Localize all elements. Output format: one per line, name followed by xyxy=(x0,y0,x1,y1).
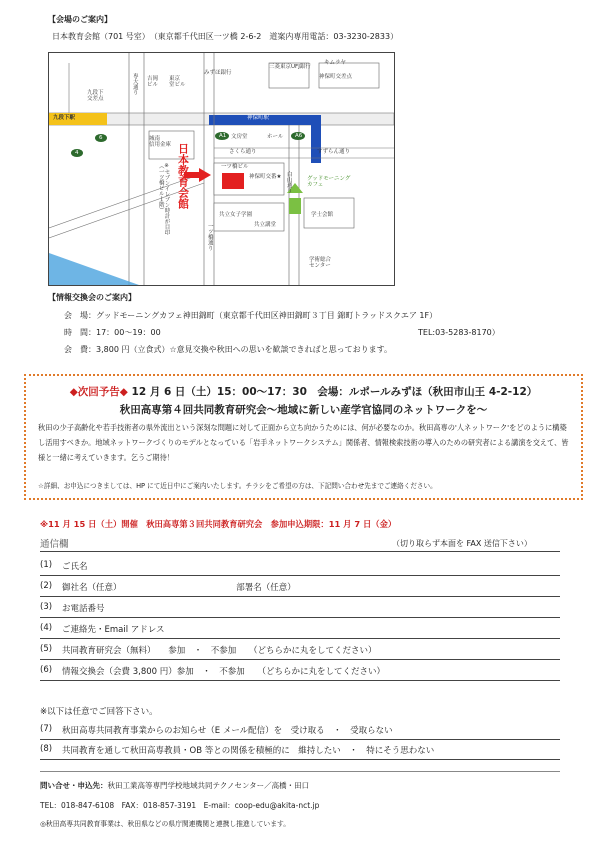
form-row-label: 共同教育研究会（無料） 参加 ・ 不参加 （どちらかに丸をしてください） xyxy=(62,646,377,656)
map-label-cafe: グッドモーニング カフェ xyxy=(307,176,351,188)
venue-map xyxy=(48,52,395,286)
map-label-mufg: 三菱東京UFJ銀行 xyxy=(269,64,311,70)
venue-heading: 【会場のご案内】 xyxy=(48,15,112,24)
map-label-bunkyo-dori: 専大通り xyxy=(131,73,138,95)
map-label-sakura-dori: さくら通り xyxy=(229,149,257,155)
form-row-label: ご氏名 xyxy=(62,562,88,572)
notice-prefix: ◆次回予告◆ xyxy=(69,386,128,398)
optional-row-label: 秋田高専共同教育事業からのお知らせ（E メール配信）を 受け取る ・ 受取らない xyxy=(62,726,393,736)
map-label-hitotsubashi-dori: 一ツ橋通り xyxy=(206,223,213,251)
exchange-time-label: 時 間： xyxy=(64,328,96,337)
map-label-kudanshita-station: 九段下駅 xyxy=(53,115,76,121)
form-top-rule xyxy=(40,551,560,552)
map-label-jinbocho-crossing: 神保町交差点 xyxy=(319,74,353,80)
form-row-label: ご連絡先・Email アドレス xyxy=(62,625,165,635)
contact-rule xyxy=(40,771,560,772)
map-label-jinbocho-station: 神保町駅 xyxy=(247,115,270,121)
exchange-heading: 【情報交換会のご案内】 xyxy=(48,293,136,302)
form-heading: ※11 月 15 日（土）開催 秋田高専第３回共同教育研究会 参加申込期限：11 月 7 日（金） xyxy=(40,519,397,529)
optional-row-number: (7) xyxy=(40,724,53,734)
form-row[interactable] xyxy=(40,665,560,681)
map-label-mizuho: みずほ銀行 xyxy=(204,70,232,76)
map-label-kimuraya: キムラヤ xyxy=(324,60,346,66)
map-label-hakusan-dori: 白山通り xyxy=(285,171,292,193)
map-label-a1: A1 xyxy=(219,133,227,139)
form-row[interactable] xyxy=(40,581,560,597)
form-row-label: お電話番号 xyxy=(62,604,105,614)
map-label-hall: ホール xyxy=(267,134,284,140)
notice-date: 12 月 6 日（土）15：00～17：30 会場：ルポールみずほ（秋田市山王 4-2-12） xyxy=(131,386,538,398)
contact-note: ◎秋田高専共同教育事業は、秋田県などの県庁関連機関と連携し推進しています。 xyxy=(40,820,291,828)
form-row[interactable] xyxy=(40,623,560,639)
form-row-label: 御社名（任意） 部署名（任意） xyxy=(62,583,296,593)
form-row-number: (1) xyxy=(40,560,53,570)
form-row-number: (3) xyxy=(40,602,53,612)
map-label-no4: 4 xyxy=(75,150,79,156)
optional-row-label: 共同教育を通して秋田高専教員・OB 等との関係を積極的に 維持したい ・ 特にそう思わない xyxy=(62,746,435,756)
map-label-yoshioka: 吉岡 ビル xyxy=(147,76,159,88)
map-label-venue: 日本教育会館 xyxy=(176,143,190,209)
form-row[interactable] xyxy=(40,602,560,618)
map-label-bunpodo: 文房堂 xyxy=(231,134,248,140)
exchange-fee xyxy=(64,344,392,355)
notice-date-line xyxy=(26,384,581,399)
exchange-fee-value: 3,800 円（立食式）☆意見交換や秋田への思いを歓談できればと思っております。 xyxy=(96,345,392,354)
optional-note: ※以下は任意でご回答下さい。 xyxy=(40,707,158,717)
optional-row-number: (8) xyxy=(40,744,53,754)
optional-row[interactable] xyxy=(40,744,560,760)
map-label-hitotsubashi-bldg: 一ツ橋ビル xyxy=(221,164,249,170)
form-row[interactable] xyxy=(40,560,560,576)
exchange-place xyxy=(64,310,437,321)
form-row[interactable] xyxy=(40,644,560,660)
map-label-academic-center: 学術総合 センター xyxy=(309,257,332,269)
notice-body: 秋田の少子高齢化や若手技術者の県外流出という深刻な問題に対して正面から立ち向かうためには、何が必要なのか。秋田高専の'人ネットワーク'をどのように構築し活用すべきか。地域ネットワークづくりのモデルとなっている「岩手ネットワークシステム」関係者、情報検索技術の導入のための研究者による講演を交えて、皆様と一緒に考えていきます。乞うご期待！ xyxy=(38,423,569,462)
map-label-kudanshita-crossing: 九段下 交差点 xyxy=(87,90,104,102)
contact-line xyxy=(40,780,309,791)
map-label-kyoritsu-girls: 共立女子学園 xyxy=(219,212,253,218)
map-label-tokyo-building: 東京 堂ビル xyxy=(169,76,186,88)
map-label-jinbocho-koban: 神保町交番★ xyxy=(249,174,282,180)
form-tsushin: 通信欄 xyxy=(40,539,69,550)
form-row-number: (5) xyxy=(40,644,53,654)
exchange-place-label: 会 場： xyxy=(64,311,96,320)
venue-line: 日本教育会館（701 号室） （東京都千代田区一ツ橋 2-6-2 道案内専用電話：03-3230-2833） xyxy=(52,32,399,41)
optional-row[interactable] xyxy=(40,724,560,740)
form-fax-note: （切り取らず本面を FAX 送信下さい） xyxy=(392,539,532,548)
map-label-no6: 6 xyxy=(99,135,103,141)
notice-title: 秋田高専第４回共同教育研究会～地域に新しい産学官協同のネットワークを～ xyxy=(119,404,488,416)
map-label-gakushi-kaikan: 学士会館 xyxy=(311,212,334,218)
form-row-number: (4) xyxy=(40,623,53,633)
exchange-tel: TEL:03-5283-8170） xyxy=(418,328,500,337)
contact-label: 問い合せ・申込先： xyxy=(40,781,108,790)
map-label-a6: A6 xyxy=(295,133,303,139)
notice-footer: ☆詳細、お申込につきましては、HP にて近日中にご案内いたします。チラシをご希望の方は、下記問い合わせ先までご連絡ください。 xyxy=(38,482,437,490)
map-label-jonan-shinkin: 城南 信用金庫 xyxy=(149,136,172,148)
form-row-number: (2) xyxy=(40,581,53,591)
map-label-suzuran-dori: すずらん通り xyxy=(317,149,351,155)
map-label-kyoritsu-hall: 共立講堂 xyxy=(254,222,277,228)
exchange-time-value: 17：00～19：00 xyxy=(96,328,161,337)
contact-tel-fax: TEL：018-847-6108 FAX：018-857-3191 E-mail：coop-edu@akita-nct.jp xyxy=(40,801,320,810)
form-row-label: 情報交換会（会費 3,800 円）参加 ・ 不参加 （どちらかに丸をしてください） xyxy=(62,667,385,677)
form-row-number: (6) xyxy=(40,665,53,675)
contact-org: 秋田工業高等専門学校地域共同テクノセンター／高橋・田口 xyxy=(107,781,310,790)
exchange-place-value: グッドモーニングカフェ神田錦町（東京都千代田区神田錦町３丁目 錦町トラッドスクエア 1F） xyxy=(96,311,438,320)
next-event-notice xyxy=(24,374,583,500)
map-label-seven-eleven: ※セブンイレブン時計が目印 （一ツ橋ビル１階） xyxy=(157,163,170,235)
exchange-fee-label: 会 費： xyxy=(64,345,96,354)
exchange-time xyxy=(64,327,161,338)
